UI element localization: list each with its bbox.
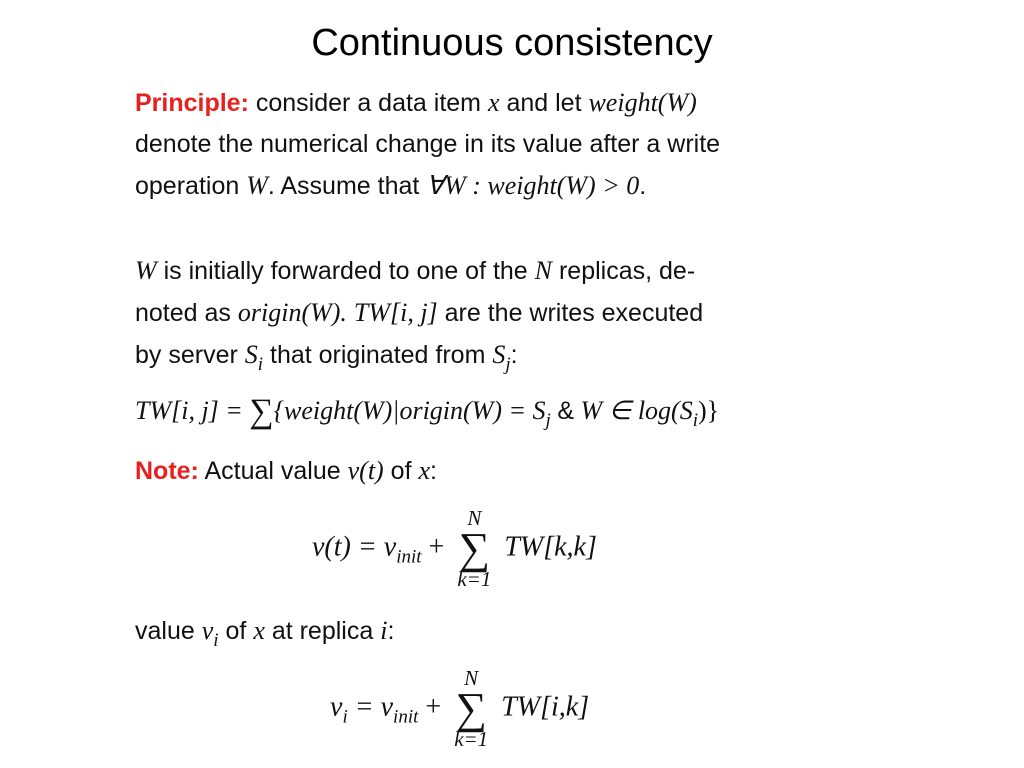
formula-lhs: v	[330, 691, 343, 723]
principle-line-1	[135, 82, 855, 124]
math-subscript: j	[505, 354, 511, 375]
replica-text: of	[225, 617, 247, 645]
formula-body: )}	[698, 396, 720, 425]
math-subscript: i	[257, 354, 264, 375]
replica-line	[135, 610, 855, 652]
paragraph-text: are the writes executed	[444, 299, 704, 327]
principle-text: . Assume that	[267, 172, 420, 200]
math-x: x	[418, 456, 431, 485]
math-subscript: j	[545, 410, 551, 431]
math-i: i	[380, 616, 388, 645]
paragraph-text: noted as	[135, 299, 231, 327]
replica-text: at replica	[271, 617, 374, 645]
sum-upper-limit: N	[467, 506, 482, 530]
replica-text: :	[387, 617, 395, 645]
summation	[454, 668, 488, 750]
paragraph-text: is initially forwarded to one of the	[163, 257, 528, 285]
math-subscript: i	[213, 630, 219, 651]
principle-line-2: denote the numerical change in its value after a write	[135, 130, 721, 158]
formula-lhs: TW[i, j] =	[135, 396, 243, 425]
principle-text: .	[639, 172, 647, 200]
formula-rhs: TW[k,k]	[504, 531, 597, 563]
principle-label: Principle:	[135, 89, 249, 117]
paragraph-text: by server	[135, 341, 238, 369]
note-text: :	[430, 457, 437, 485]
math-origin-w: origin(W).	[237, 298, 347, 327]
math-v: v	[201, 616, 214, 645]
summation	[457, 508, 491, 590]
math-v-t: v(t)	[347, 456, 384, 485]
origin-line-3	[135, 334, 855, 376]
origin-line-1	[135, 250, 855, 292]
math-s: S	[492, 340, 506, 369]
math-x: x	[253, 616, 265, 645]
sum-lower-limit: k=1	[454, 727, 489, 751]
math-subscript: init	[396, 546, 422, 568]
note-line	[135, 450, 855, 492]
principle-text: and let	[506, 89, 582, 117]
math-subscript: i	[342, 706, 348, 728]
replica-value-formula	[330, 668, 589, 750]
formula-plus: +	[428, 531, 445, 563]
formula-lhs: v(t) = v	[312, 531, 397, 563]
sum-symbol: ∑	[458, 524, 491, 573]
note-text: of	[390, 457, 412, 485]
math-subscript: init	[393, 706, 419, 728]
math-w: W	[135, 256, 157, 285]
origin-paragraph	[135, 250, 855, 376]
paragraph-text: :	[510, 341, 518, 369]
math-n: N	[534, 256, 553, 285]
replica-text: value	[135, 617, 195, 645]
math-tw-ij: TW[i, j]	[353, 298, 438, 327]
principle-paragraph	[135, 82, 855, 207]
formula-body: {weight(W)|origin(W) = S	[273, 396, 546, 425]
note-text: Actual value	[204, 457, 341, 485]
note-label: Note:	[135, 457, 199, 485]
principle-text: consider a data item	[255, 89, 481, 117]
sum-symbol: ∑	[249, 393, 274, 430]
paragraph-text: that originated from	[270, 341, 486, 369]
origin-line-2	[135, 292, 855, 334]
sum-upper-limit: N	[464, 666, 479, 690]
math-subscript: i	[692, 410, 698, 431]
tw-definition-formula	[135, 393, 719, 431]
math-x: x	[487, 88, 500, 117]
formula-body: W ∈ log(S	[580, 396, 693, 425]
math-s: S	[244, 340, 258, 369]
sum-symbol: ∑	[455, 684, 487, 733]
actual-value-formula	[312, 508, 597, 590]
formula-rhs: TW[i,k]	[501, 691, 590, 723]
sum-lower-limit: k=1	[457, 567, 492, 591]
slide-title: Continuous consistency	[311, 22, 713, 64]
formula-ampersand: &	[557, 397, 575, 425]
math-assumption: ∀W : weight(W) > 0	[426, 171, 640, 200]
paragraph-text: replicas, de-	[558, 257, 696, 285]
principle-line-3	[135, 165, 855, 207]
math-weight-w: weight(W)	[588, 88, 697, 117]
principle-text: operation	[135, 172, 240, 200]
math-w: W	[246, 171, 268, 200]
formula-plus: +	[425, 691, 442, 723]
formula-eq: = v	[354, 691, 394, 723]
